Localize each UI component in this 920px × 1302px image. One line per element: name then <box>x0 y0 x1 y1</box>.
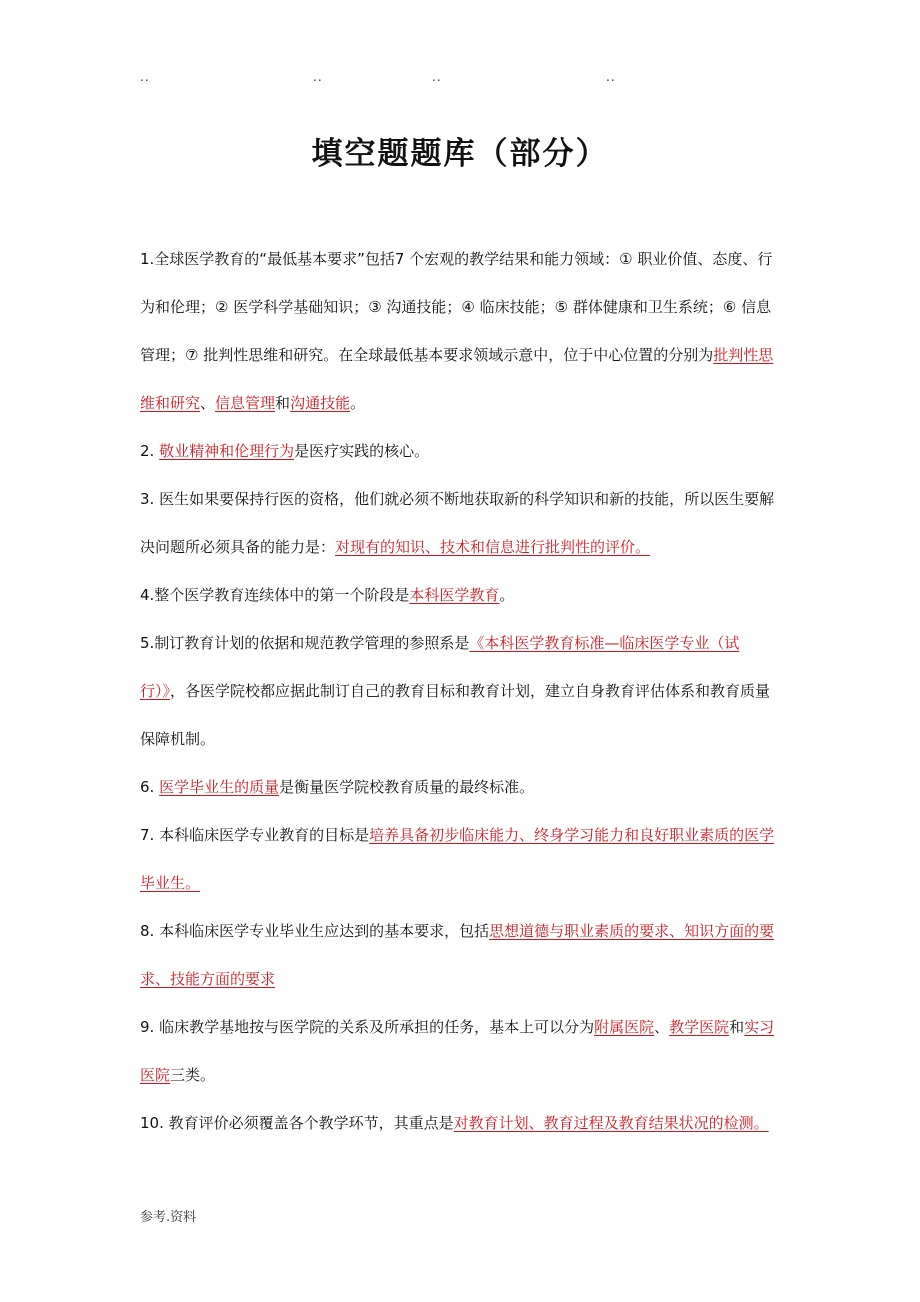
question-text: 10. 教育评价必须覆盖各个教学环节，其重点是 <box>140 1114 454 1132</box>
question-item <box>140 1099 782 1147</box>
header-dot: .. <box>432 70 442 84</box>
answer-blank: 培养具备初步临床能力、终身学习能力和良好职业素质的医学毕业生。 <box>140 826 775 892</box>
question-text: 三类。 <box>170 1066 216 1084</box>
answer-blank: 沟通技能 <box>290 394 351 412</box>
question-item <box>140 427 782 475</box>
question-list <box>140 235 782 1147</box>
question-text: 5.制订教育计划的依据和规范教学管理的参照系是 <box>140 634 470 652</box>
question-item <box>140 571 782 619</box>
question-text: 6. <box>140 778 160 796</box>
question-text: 3. 医生如果要保持行医的资格，他们就必须不断地获取新的科学知识和新的技能，所以医生要解决问题所必须具备的能力是： <box>140 490 775 556</box>
page-title: 填空题题库（部分） <box>311 136 609 172</box>
header-dot: .. <box>140 70 150 84</box>
question-text: 、 <box>654 1018 670 1036</box>
answer-blank: 批判性思维和研究 <box>140 346 774 412</box>
question-item <box>140 763 782 811</box>
question-item <box>140 907 782 1003</box>
question-item <box>140 619 782 763</box>
question-item <box>140 1003 782 1099</box>
question-text: 9. 临床教学基地按与医学院的关系及所承担的任务，基本上可以分为 <box>140 1018 595 1036</box>
answer-blank: 对教育计划、教育过程及教育结果状况的检测。 <box>453 1114 769 1132</box>
question-item <box>140 235 782 427</box>
answer-blank: 实习医院 <box>140 1018 775 1084</box>
answer-blank: 信息管理 <box>215 394 276 412</box>
question-text: 。 <box>350 394 366 412</box>
question-text: 和 <box>729 1018 745 1036</box>
question-text: 是衡量医学院校教育质量的最终标准。 <box>279 778 535 796</box>
header-dot: .. <box>313 70 323 84</box>
answer-blank: 教学医院 <box>669 1018 730 1036</box>
answer-blank: 医学毕业生的质量 <box>159 778 280 796</box>
question-text: 和 <box>275 394 291 412</box>
question-text: ，各医学院校都应据此制订自己的教育目标和教育计划，建立自身教育评估体系和教育质量保障机制。 <box>140 682 771 748</box>
question-text: 是医疗实践的核心。 <box>294 442 430 460</box>
answer-blank: 思想道德与职业素质的要求、知识方面的要求、技能方面的要求 <box>140 922 775 988</box>
question-text: 、 <box>200 394 216 412</box>
header-dot: .. <box>606 70 616 84</box>
answer-blank: 本科医学教育 <box>409 586 500 604</box>
answer-blank: 《本科医学教育标准—临床医学专业（试行）》 <box>140 634 740 700</box>
footer-note: 参考.资料 <box>140 1210 197 1225</box>
answer-blank: 对现有的知识、技术和信息进行批判性的评价。 <box>335 538 651 556</box>
question-text: 2. <box>140 442 160 460</box>
question-item <box>140 475 782 571</box>
question-item <box>140 811 782 907</box>
question-text: 4.整个医学教育连续体中的第一个阶段是 <box>140 586 410 604</box>
question-text: 1.全球医学教育的“最低基本要求”包括7 个宏观的教学结果和能力领域：① 职业价值、态度、行为和伦理；② 医学科学基础知识；③ 沟通技能；④ 临床技能；⑤ 群体健康和卫生系统；⑥ 信息管理；⑦ 批判性思维和研究。在全球最低基本要求领域示意中，位于中心位置的分别为 <box>140 250 773 364</box>
question-text: 7. 本科临床医学专业教育的目标是 <box>140 826 370 844</box>
question-text: 。 <box>499 586 515 604</box>
answer-blank: 附属医院 <box>594 1018 655 1036</box>
question-text: 8. 本科临床医学专业毕业生应达到的基本要求，包括 <box>140 922 490 940</box>
answer-blank: 敬业精神和伦理行为 <box>159 442 295 460</box>
